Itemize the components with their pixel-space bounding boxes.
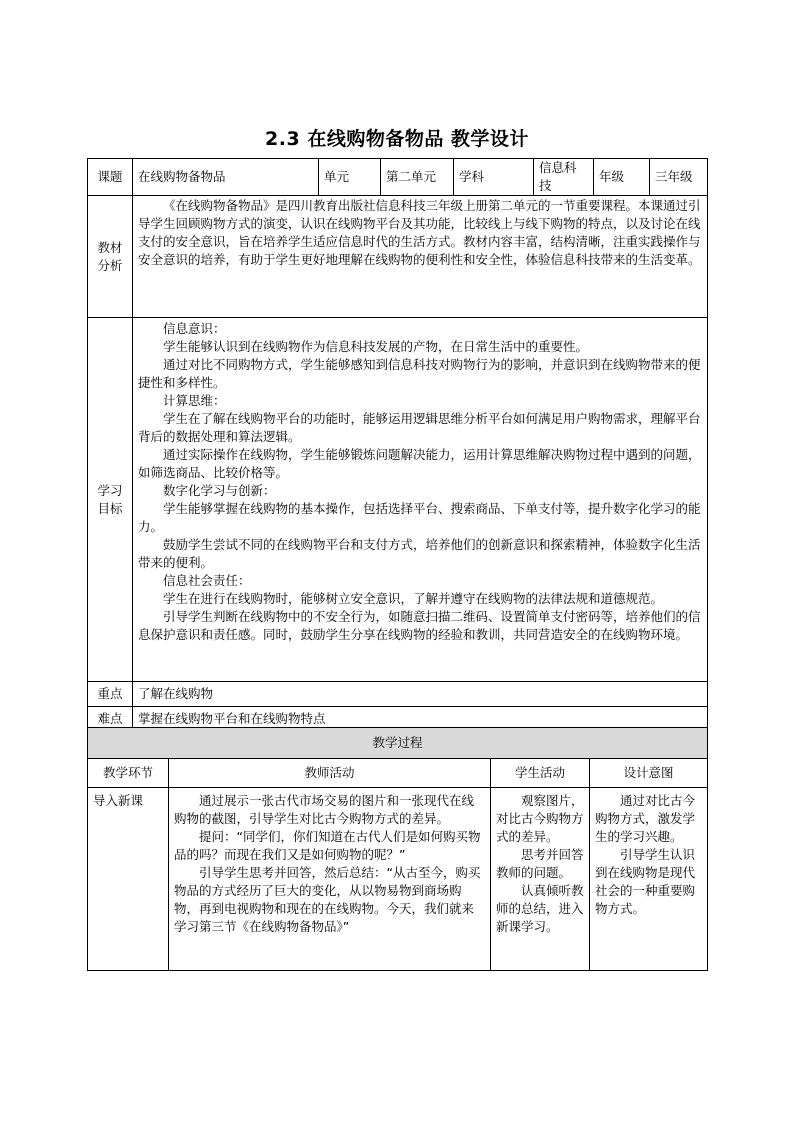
goal-paragraph: 学生在了解在线购物平台的功能时，能够运用逻辑思维分析平台如何满足用户购物需求，理解平台背后的数据处理和算法逻辑。 — [138, 411, 701, 444]
column-header-student: 学生活动 — [491, 759, 590, 788]
goal-heading-computing: 计算思维： — [163, 393, 226, 408]
analysis-text: 《在线购物备物品》是四川教育出版社信息科技三年级上册第二单元的一节重要课程。本课通过引导学生回顾购物方式的演变，认识在线购物平台及其功能，比较线上与线下购物的特点，以及讨论在线支付的安全意识，旨在培养学生适应信息时代的生活方式。教材内容丰富，结构清晰，注重实践操作与安全意识的培养，有助于学生更好地理解在线购物的便利性和安全性，体验信息科技带来的生活变革。 — [138, 198, 701, 267]
difficulty-label: 难点 — [88, 707, 133, 732]
analysis-label-line-1: 教材 — [97, 239, 123, 255]
goal-paragraph: 学生能够认识到在线购物作为信息科技发展的产物，在日常生活中的重要性。 — [163, 339, 589, 354]
goals-label — [88, 318, 133, 682]
teacher-activity-cell — [169, 788, 491, 971]
process-heading: 教学过程 — [88, 728, 708, 759]
grade-value: 三年级 — [650, 159, 708, 196]
analysis-label — [88, 196, 133, 318]
goals-row — [88, 318, 708, 682]
goal-heading-digital: 数字化学习与创新： — [163, 483, 276, 498]
student-activity-paragraph: 认真倾听教师的总结，进入新课学习。 — [496, 883, 584, 934]
goal-heading-info: 信息意识： — [163, 321, 226, 336]
column-header-teacher: 教师活动 — [169, 759, 491, 788]
goal-paragraph: 通过实际操作在线购物，学生能够锻炼问题解决能力，运用计算思维解决购物过程中遇到的问题，如筛选商品、比较价格等。 — [138, 447, 701, 480]
goals-content — [133, 318, 708, 682]
stage-cell: 导入新课 — [88, 788, 169, 971]
design-intent-paragraph: 通过对比古今购物方式，激发学生的学习兴趣。 — [595, 793, 696, 844]
lesson-info-table — [87, 158, 708, 732]
teacher-activity-paragraph: 通过展示一张古代市场交易的图片和一张现代在线购物的截图，引导学生对比古今购物方式的差异。 — [174, 793, 475, 826]
key-point-text: 了解在线购物 — [133, 682, 708, 707]
unit-label: 单元 — [319, 159, 381, 196]
subject-label: 学科 — [454, 159, 534, 196]
teacher-activity-paragraph: 引导学生思考并回答，然后总结：“从古至今，购买物品的方式经历了巨大的变化，从以物易物到商场购物，再到电视购物和现在的在线购物。今天，我们就来学习第三节《在线购物备物品》” — [174, 865, 481, 934]
goal-paragraph: 学生在进行在线购物时，能够树立安全意识，了解并遵守在线购物的法律法规和道德规范。 — [163, 591, 664, 606]
unit-value: 第二单元 — [381, 159, 454, 196]
difficulty-text: 掌握在线购物平台和在线购物特点 — [133, 707, 708, 732]
student-activity-paragraph: 思考并回答教师的问题。 — [496, 847, 584, 880]
teaching-process-table — [87, 727, 708, 971]
key-point-row — [88, 682, 708, 707]
analysis-label-line-2: 分析 — [97, 257, 123, 273]
column-header-stage: 教学环节 — [88, 759, 169, 788]
column-header-intent: 设计意图 — [590, 759, 708, 788]
goal-paragraph: 引导学生判断在线购物中的不安全行为，如随意扫描二维码、设置简单支付密码等，培养他们的信息保护意识和责任感。同时，鼓励学生分享在线购物的经验和教训，共同营造安全的在线购物环境。 — [138, 609, 701, 642]
header-row — [88, 159, 708, 196]
goal-heading-responsibility: 信息社会责任： — [163, 573, 251, 588]
student-activity-paragraph: 观察图片，对比古今购物方式的差异。 — [496, 793, 584, 844]
goals-label-line-1: 学习 — [97, 482, 123, 498]
goal-paragraph: 通过对比不同购物方式，学生能够感知到信息科技对购物行为的影响，并意识到在线购物带来的便捷性和多样性。 — [138, 357, 701, 390]
goal-paragraph: 鼓励学生尝试不同的在线购物平台和支付方式，培养他们的创新意识和探索精神，体验数字化生活带来的便利。 — [138, 537, 701, 570]
student-activity-cell — [491, 788, 590, 971]
subject-value: 信息科技 — [534, 159, 594, 196]
process-row-intro — [88, 788, 708, 971]
process-columns-row — [88, 759, 708, 788]
analysis-content — [133, 196, 708, 318]
topic-label: 课题 — [88, 159, 133, 196]
design-intent-paragraph: 引导学生认识到在线购物是现代社会的一种重要购物方式。 — [595, 847, 696, 916]
page-title: 2.3 在线购物备物品 教学设计 — [265, 128, 529, 150]
design-intent-cell — [590, 788, 708, 971]
topic-value: 在线购物备物品 — [133, 159, 319, 196]
grade-label: 年级 — [594, 159, 650, 196]
teacher-activity-paragraph: 提问：“同学们，你们知道在古代人们是如何购买物品的吗？而现在我们又是如何购物的呢？” — [174, 829, 481, 862]
key-point-label: 重点 — [88, 682, 133, 707]
process-heading-row — [88, 728, 708, 759]
goal-paragraph: 学生能够掌握在线购物的基本操作，包括选择平台、搜索商品、下单支付等，提升数字化学习的能力。 — [138, 501, 701, 534]
analysis-row — [88, 196, 708, 318]
goals-label-line-2: 目标 — [97, 500, 123, 516]
